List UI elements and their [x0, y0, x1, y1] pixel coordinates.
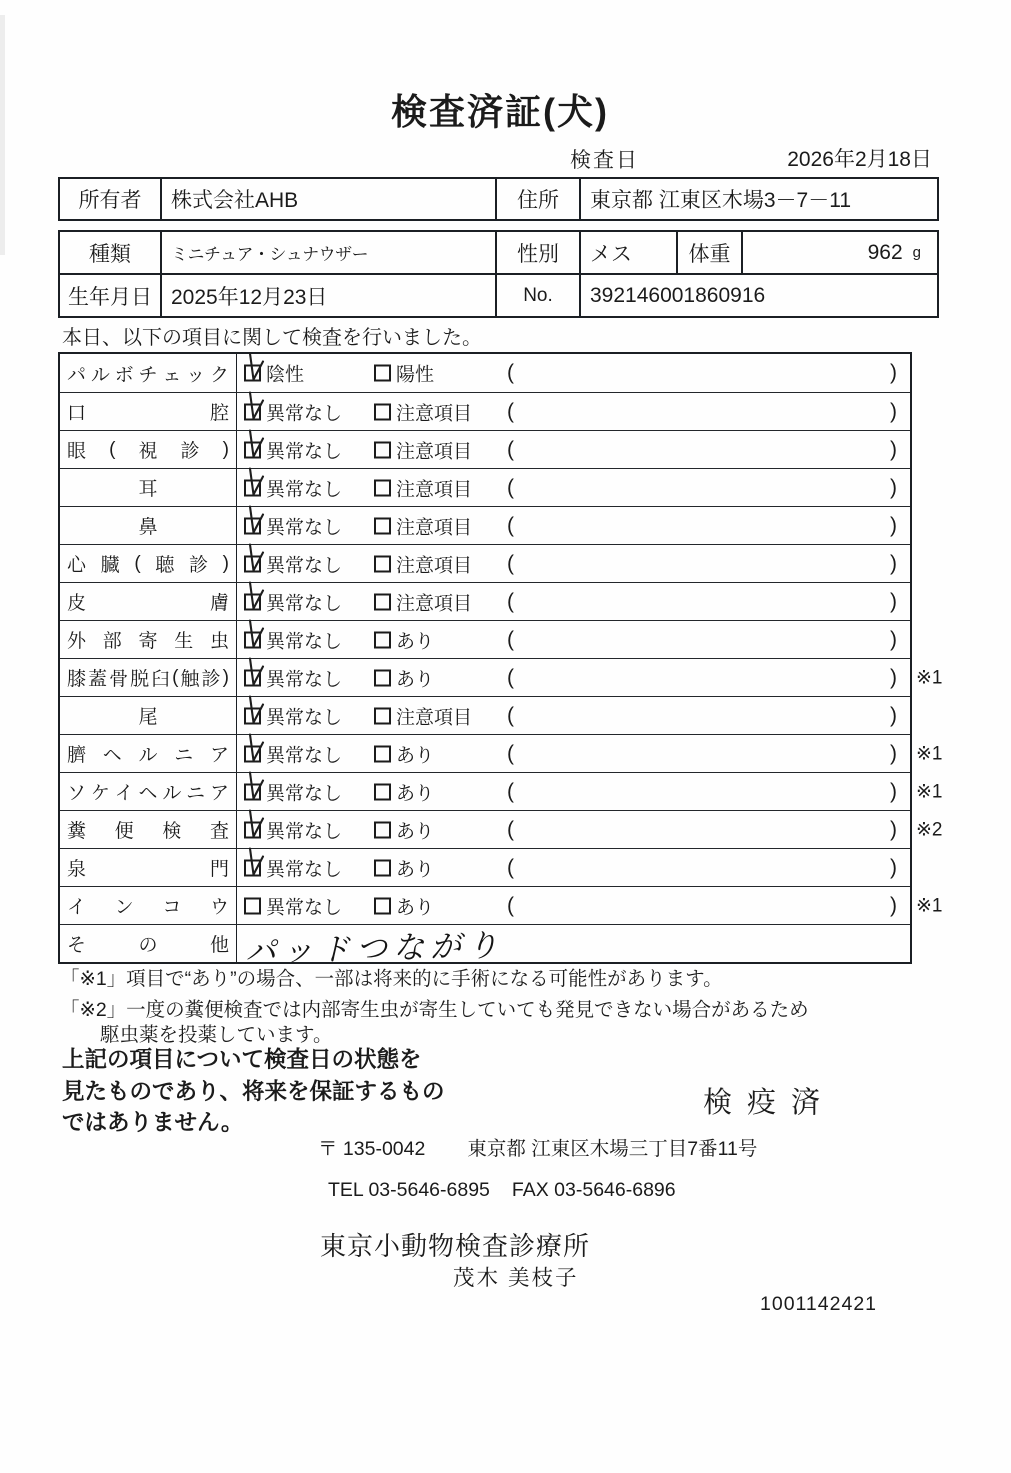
checklist-row: [60, 734, 943, 772]
handwritten-check-icon: [243, 352, 267, 386]
option-2-label: あり: [396, 669, 435, 690]
checklist-item-label: 皮 膚: [60, 583, 237, 620]
checkbox-option-1: [244, 669, 261, 686]
option-2-label: あり: [396, 745, 435, 766]
checkbox-option-2: [374, 479, 391, 496]
option-2-label: あり: [396, 631, 435, 652]
serial-number: 1001142421: [760, 1293, 878, 1315]
owner-row: [60, 179, 937, 219]
checklist-item-label: 心 臓 ( 聴 診 ): [60, 545, 237, 582]
option-2-label: あり: [396, 783, 435, 804]
sex-label: 性別: [497, 232, 581, 273]
note-reference: ※1: [916, 667, 943, 688]
registration-no-label: No.: [497, 275, 581, 316]
owner-label: 所有者: [60, 179, 162, 219]
handwritten-check-icon: [243, 580, 267, 614]
option-2: [374, 436, 472, 463]
handwritten-check-icon: [243, 428, 267, 462]
checkbox-option-1: [244, 707, 261, 724]
checkbox-option-1: [244, 897, 261, 914]
option-1: [244, 550, 342, 577]
checklist-row-value: [237, 507, 910, 544]
weight-label: 体重: [678, 232, 743, 273]
remarks-paren-open: (: [507, 627, 514, 651]
registration-no-value: 392146001860916: [590, 283, 766, 307]
option-1: [244, 474, 342, 501]
checkbox-option-2: [374, 441, 391, 458]
remarks-paren-close: ): [890, 855, 897, 879]
option-1-label: 異常なし: [266, 707, 343, 728]
checkbox-option-2: [374, 631, 391, 648]
option-2: [374, 778, 434, 805]
handwritten-check-icon: [243, 694, 267, 728]
option-1: [244, 854, 342, 881]
checkbox-option-2: [374, 897, 391, 914]
checkbox-option-1: [244, 479, 261, 496]
option-1-label: 異常なし: [266, 669, 343, 690]
checklist-item-label: パ ル ボ チ ェ ッ ク: [60, 354, 237, 392]
checklist-item-label: 糞 便 検 査: [60, 811, 237, 848]
option-2: [374, 474, 472, 501]
checkbox-option-1: [244, 631, 261, 648]
breed-label: 種類: [60, 232, 162, 273]
checklist-item-label: 口 腔: [60, 393, 237, 430]
option-1: [244, 664, 342, 691]
disclaimer-line-3: ではありません。: [62, 1110, 244, 1135]
handwritten-check-icon: [243, 846, 267, 880]
remarks-paren-open: (: [507, 855, 514, 879]
checkbox-option-1: [244, 745, 261, 762]
option-2: [374, 816, 434, 843]
option-1-label: 異常なし: [266, 821, 343, 842]
intro-text: 本日、以下の項目に関して検査を行いました。: [62, 327, 482, 349]
remarks-paren-close: ): [890, 703, 897, 727]
checklist-item-label: 臍 ヘ ル ニ ア: [60, 735, 237, 772]
owner-value: 株式会社AHB: [162, 179, 497, 219]
examiner-name: 茂木 美枝子: [453, 1266, 579, 1290]
remarks-paren-close: ): [890, 399, 897, 423]
checkbox-option-1: [244, 403, 261, 420]
option-2: [374, 512, 472, 539]
option-2: [374, 854, 434, 881]
option-1: [244, 588, 342, 615]
option-2-label: 注意項目: [396, 517, 473, 538]
remarks-paren-close: ): [890, 437, 897, 461]
handwritten-check-icon: [243, 656, 267, 690]
owner-address-label: 住所: [497, 179, 581, 219]
handwritten-check-icon: [243, 542, 267, 576]
option-1: [244, 778, 342, 805]
checkbox-option-2: [374, 745, 391, 762]
option-1: [244, 360, 304, 387]
option-2: [374, 398, 472, 425]
checklist-item-label: そ の 他: [60, 925, 237, 962]
remarks-paren-close: ): [890, 361, 897, 384]
checkbox-option-2: [374, 859, 391, 876]
checkbox-option-2: [374, 707, 391, 724]
option-2: [374, 740, 434, 767]
handwritten-check-icon: [243, 504, 267, 538]
option-2: [374, 664, 434, 691]
checklist-item-label: 鼻: [60, 507, 237, 544]
remarks-paren-close: ): [890, 665, 897, 689]
checkbox-option-2: [374, 517, 391, 534]
checklist-row-value: [237, 925, 910, 970]
remarks-paren-open: (: [507, 817, 514, 841]
option-1: [244, 436, 342, 463]
tel-number: TEL 03-5646-6895: [328, 1179, 490, 1201]
checklist-row-value: [237, 659, 910, 696]
weight-unit: g: [912, 244, 921, 261]
footnote-2-line-2: 駆虫薬を投薬しています。: [100, 1024, 333, 1046]
checklist-row-value: [237, 583, 910, 620]
sex-value: メス: [581, 232, 678, 273]
checklist-row-value: [237, 887, 910, 924]
option-1: [244, 398, 342, 425]
remarks-paren-close: ): [890, 893, 897, 917]
disclaimer-text: [62, 1044, 445, 1139]
checklist-row-value: [237, 393, 910, 430]
checklist-item-label: 尾: [60, 697, 237, 734]
checklist-item-label: 耳: [60, 469, 237, 506]
handwritten-note: パッドつながり: [244, 927, 505, 970]
remarks-paren-close: ): [890, 513, 897, 537]
remarks-paren-open: (: [507, 551, 514, 575]
checkbox-option-1: [244, 593, 261, 610]
checklist-row-value: [237, 545, 910, 582]
checkbox-option-1: [244, 555, 261, 572]
option-1-label: 異常なし: [266, 517, 343, 538]
option-2-label: 注意項目: [396, 593, 473, 614]
checkbox-option-1: [244, 821, 261, 838]
option-2-label: 陽性: [396, 364, 435, 386]
note-reference: ※1: [916, 781, 943, 802]
handwritten-check-icon: [243, 770, 267, 804]
remarks-paren-open: (: [507, 665, 514, 689]
handwritten-check-icon: [243, 466, 267, 500]
inspection-date-label: 検査日: [570, 149, 639, 172]
handwritten-check-icon: [243, 732, 267, 766]
checkbox-option-2: [374, 555, 391, 572]
scan-edge-artifact: [0, 15, 5, 255]
checklist-table: [58, 352, 943, 970]
option-1-label: 異常なし: [266, 479, 343, 500]
checklist-row: [60, 544, 910, 582]
checklist-row-value: [237, 697, 910, 734]
checkbox-option-2: [374, 783, 391, 800]
option-1-label: 異常なし: [266, 859, 343, 880]
breed-value: ミニチュア・シュナウザー: [162, 232, 497, 273]
option-2-label: あり: [396, 821, 435, 842]
checkbox-option-1: [244, 365, 261, 382]
checklist-row: [60, 506, 910, 544]
tel-fax-line: [328, 1179, 676, 1202]
postal-code: 〒 135-0042: [318, 1138, 426, 1160]
checklist-item-label: イ ン コ ウ: [60, 887, 237, 924]
remarks-paren-open: (: [507, 893, 514, 917]
option-1-label: 異常なし: [266, 783, 343, 804]
option-1-label: 異常なし: [266, 745, 343, 766]
remarks-paren-open: (: [507, 475, 514, 499]
checkbox-option-2: [374, 821, 391, 838]
checklist-row-value: [237, 621, 910, 658]
handwritten-check-icon: [243, 618, 267, 652]
checklist-row: [60, 392, 910, 430]
note-reference: ※1: [916, 743, 943, 764]
checkbox-option-2: [374, 593, 391, 610]
breed-row: [60, 232, 937, 273]
birth-row: [60, 273, 937, 316]
checklist-row: [60, 696, 910, 734]
checklist-item-label: 外 部 寄 生 虫: [60, 621, 237, 658]
option-1-label: 異常なし: [266, 441, 343, 462]
option-1: [244, 702, 342, 729]
checklist-row: [60, 430, 910, 468]
document-title: 検査済証(犬): [391, 91, 609, 132]
disclaimer-line-1: 上記の項目について検査日の状態を: [62, 1047, 422, 1072]
option-1-label: 異常なし: [266, 403, 343, 424]
weight-value: [743, 232, 937, 273]
birthdate-value: 2025年12月23日: [162, 275, 497, 316]
checklist-row-value: [237, 773, 910, 810]
disclaimer-line-2: 見たものであり、将来を保証するもの: [62, 1078, 445, 1104]
checkbox-option-1: [244, 517, 261, 534]
clinic-address-line: [318, 1133, 757, 1161]
remarks-paren-close: ): [890, 627, 897, 651]
checkbox-option-2: [374, 365, 391, 382]
option-2-label: あり: [396, 897, 435, 918]
checklist-row-value: [237, 354, 910, 392]
handwritten-check-icon: [243, 808, 267, 842]
remarks-paren-close: ): [890, 817, 897, 841]
birthdate-label: 生年月日: [60, 275, 162, 316]
remarks-paren-open: (: [507, 399, 514, 423]
checklist-row-value: [237, 849, 910, 886]
checklist-row-value: [237, 735, 910, 772]
checkbox-option-2: [374, 403, 391, 420]
remarks-paren-close: ): [890, 779, 897, 803]
quarantine-stamp: 検疫済: [703, 1087, 836, 1119]
option-1: [244, 740, 342, 767]
checklist-item-label: 泉 門: [60, 849, 237, 886]
checklist-item-label: 膝 蓋 骨 脱 臼 ( 触 診 ): [60, 659, 237, 696]
checklist-item-label: ソ ケ イ ヘ ル ニ ア: [60, 773, 237, 810]
option-2-label: 注意項目: [396, 479, 473, 500]
option-2-label: あり: [396, 859, 435, 880]
option-1: [244, 892, 342, 919]
checklist-row: [60, 354, 910, 392]
option-2: [374, 626, 434, 653]
inspection-date-value: 2026年2月18日: [787, 148, 932, 171]
checklist-row: [60, 582, 910, 620]
option-1: [244, 816, 342, 843]
checklist-row: [60, 848, 910, 886]
remarks-paren-close: ): [890, 589, 897, 613]
option-2-label: 注意項目: [396, 441, 473, 462]
fax-number: FAX 03-5646-6896: [511, 1179, 676, 1201]
handwritten-check-icon: [243, 390, 267, 424]
owner-address-value: 東京都 江東区木場3－7－11: [590, 189, 851, 212]
owner-table: [58, 177, 939, 221]
option-1-label: 異常なし: [266, 593, 343, 614]
remarks-paren-close: ): [890, 741, 897, 765]
clinic-address: 東京都 江東区木場三丁目7番11号: [467, 1138, 758, 1160]
footnote-1: 「※1」項目で“あり”の場合、一部は将来的に手術になる可能性があります。: [60, 968, 723, 990]
option-2: [374, 550, 472, 577]
checklist-row: [60, 468, 910, 506]
option-2: [374, 360, 434, 387]
remarks-paren-open: (: [507, 437, 514, 461]
option-2: [374, 892, 434, 919]
option-1: [244, 512, 342, 539]
checkbox-option-2: [374, 669, 391, 686]
clinic-name: 東京小動物検査診療所: [320, 1231, 591, 1261]
option-1-label: 異常なし: [266, 555, 343, 576]
remarks-paren-open: (: [507, 361, 514, 384]
checkbox-option-1: [244, 441, 261, 458]
checkbox-option-1: [244, 783, 261, 800]
checklist-row: [60, 924, 910, 970]
note-reference: ※1: [916, 895, 943, 916]
checklist-item-label: 眼 ( 視 診 ): [60, 431, 237, 468]
remarks-paren-close: ): [890, 475, 897, 499]
checklist-row: [60, 886, 943, 924]
remarks-paren-close: ): [890, 551, 897, 575]
option-1-label: 異常なし: [266, 631, 343, 652]
remarks-paren-open: (: [507, 589, 514, 613]
footnote-2-line-1: 「※2」一度の糞便検査では内部寄生虫が寄生していても発見できない場合があるため: [60, 999, 809, 1021]
option-2: [374, 702, 472, 729]
remarks-paren-open: (: [507, 779, 514, 803]
option-1: [244, 626, 342, 653]
checkbox-option-1: [244, 859, 261, 876]
remarks-paren-open: (: [507, 741, 514, 765]
option-2-label: 注意項目: [396, 403, 473, 424]
weight-number: 962: [867, 240, 903, 264]
option-1-label: 異常なし: [266, 897, 343, 918]
checklist-row-value: [237, 469, 910, 506]
remarks-paren-open: (: [507, 513, 514, 537]
option-2-label: 注意項目: [396, 555, 473, 576]
note-reference: ※2: [916, 819, 943, 840]
checklist-row: [60, 620, 910, 658]
checklist-row: [60, 658, 943, 696]
checklist-row: [60, 810, 943, 848]
option-2-label: 注意項目: [396, 707, 473, 728]
option-2: [374, 588, 472, 615]
dog-info-table: [58, 230, 939, 318]
checklist-row-value: [237, 811, 910, 848]
checklist-row-value: [237, 431, 910, 468]
option-1-label: 陰性: [266, 364, 305, 386]
checklist-row: [60, 772, 943, 810]
remarks-paren-open: (: [507, 703, 514, 727]
